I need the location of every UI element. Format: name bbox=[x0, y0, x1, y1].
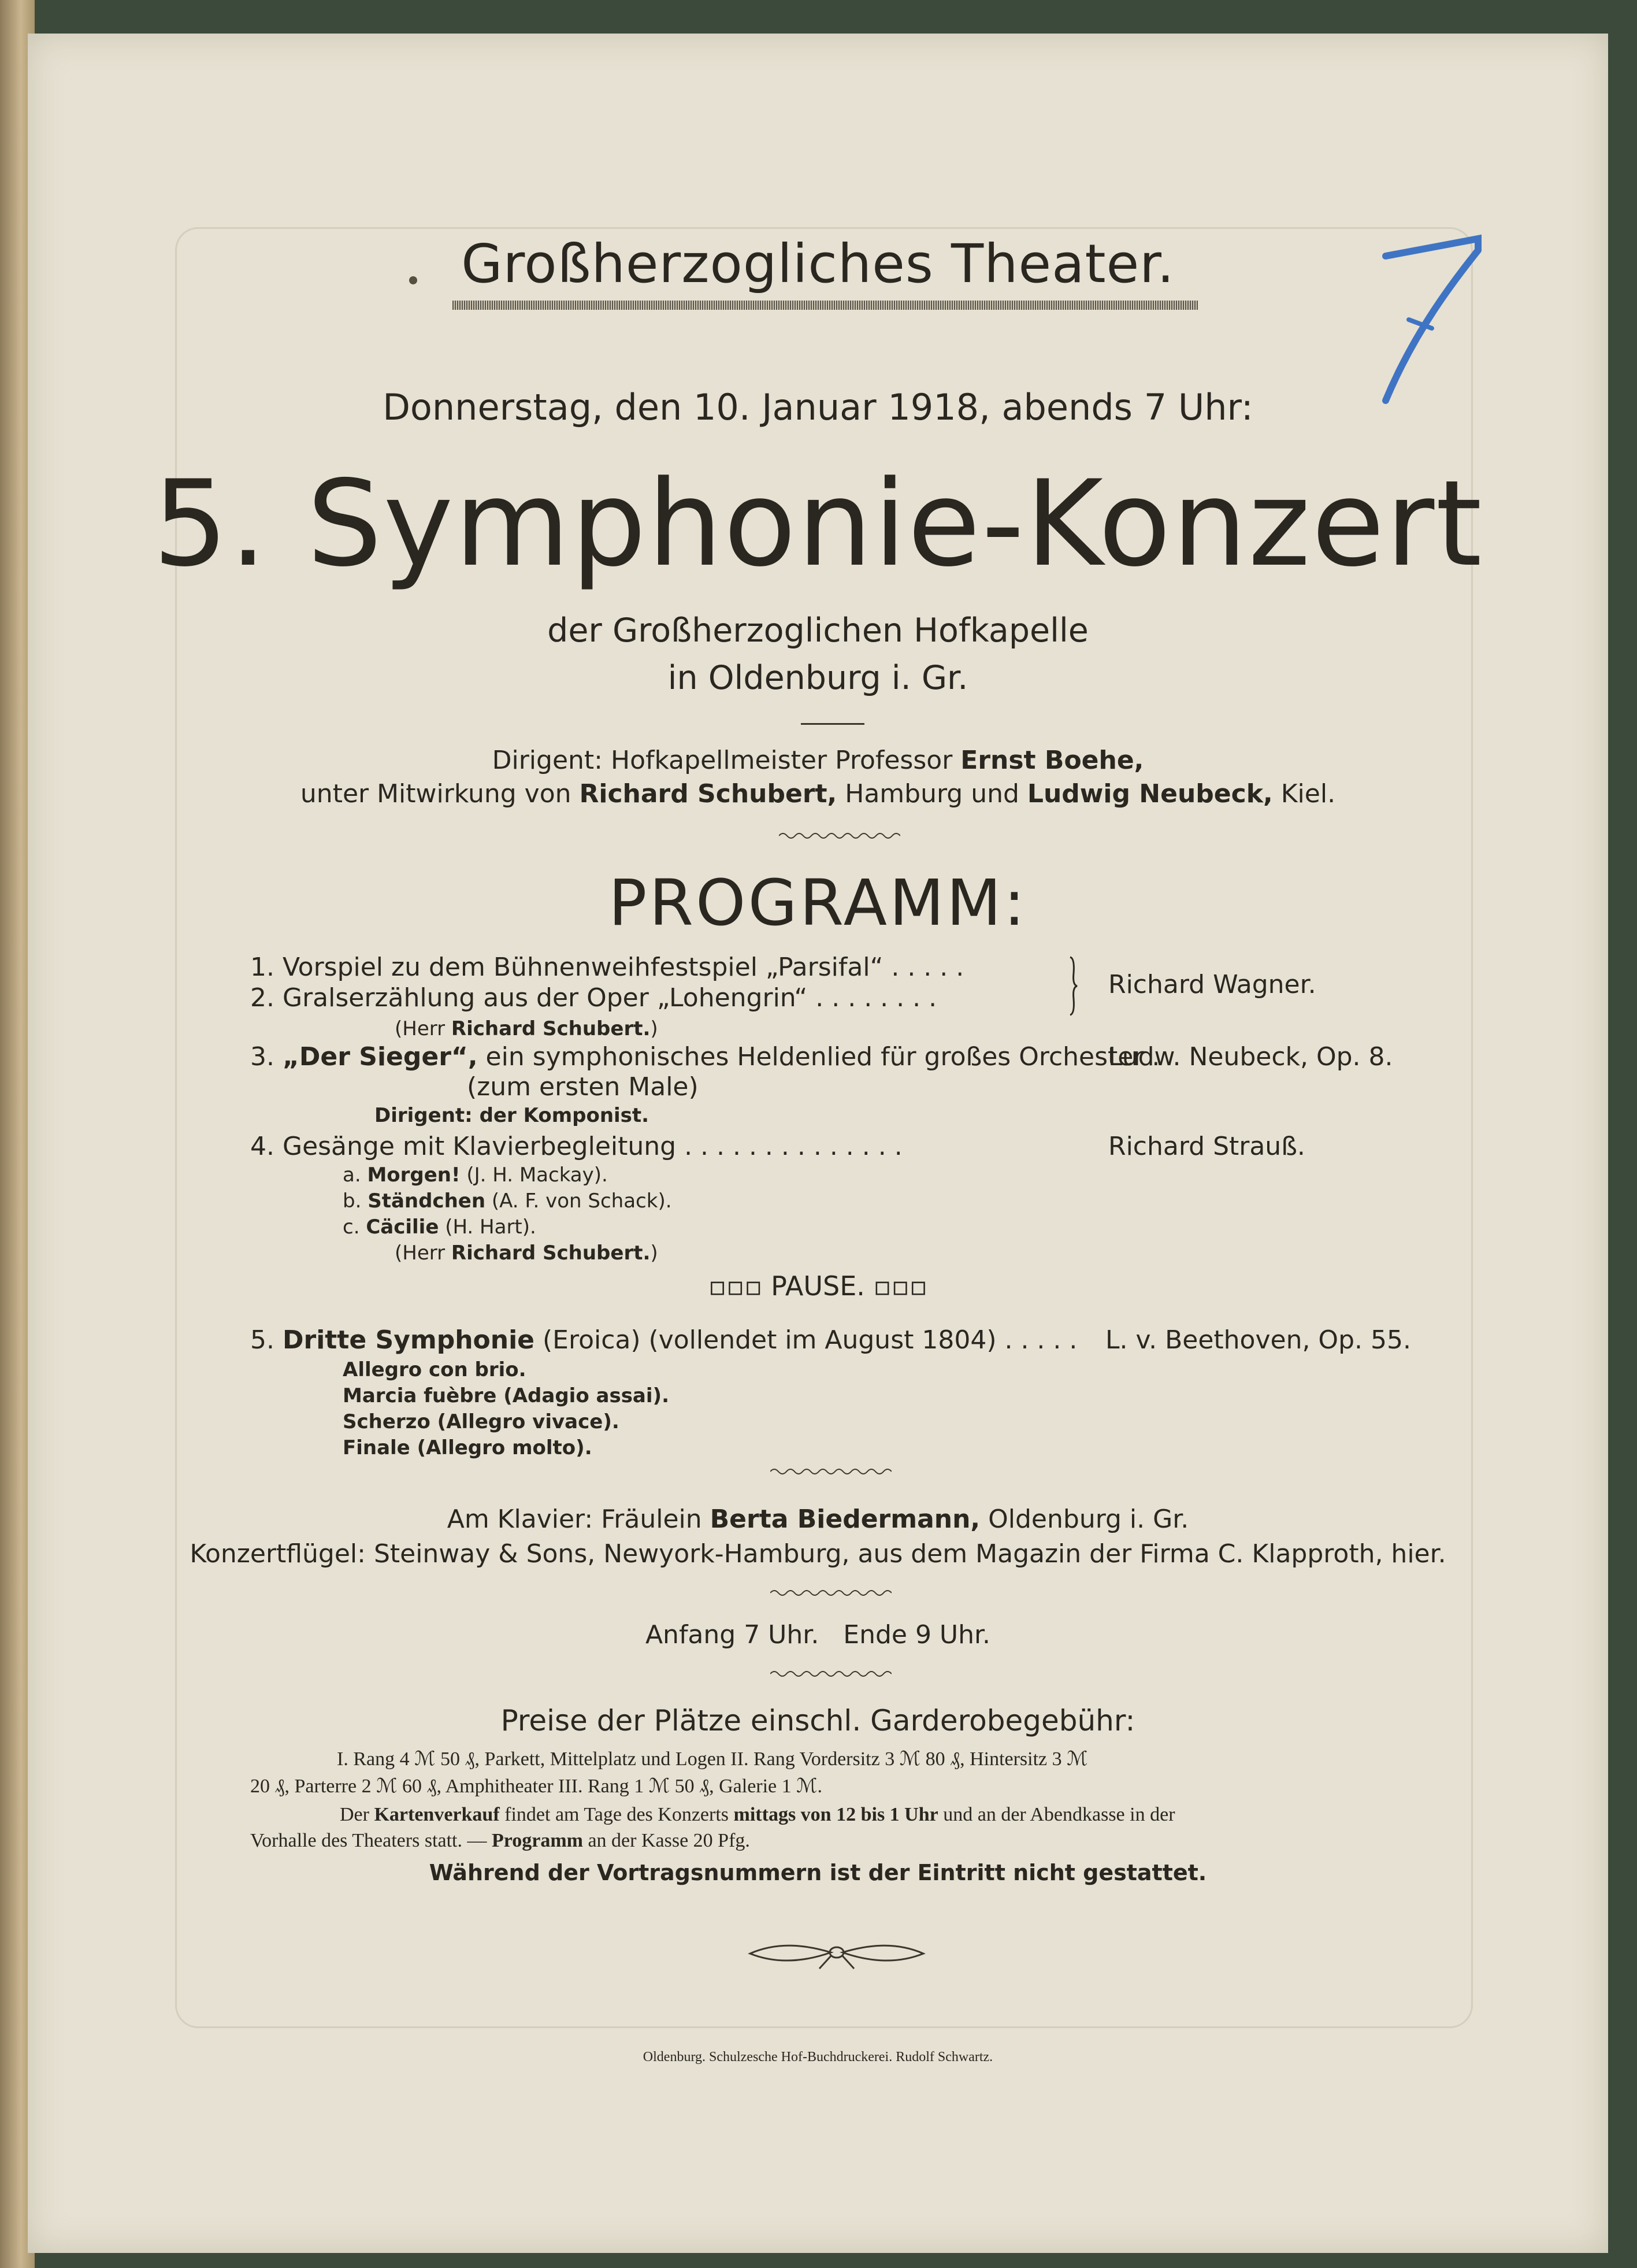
printer-imprint: Oldenburg. Schulzesche Hof-Buchdruckerei. Rudolf Schwartz. bbox=[643, 2050, 993, 2065]
song-c-letter: c. bbox=[343, 1215, 366, 1239]
squiggle-divider bbox=[770, 1669, 892, 1678]
program-item-3 bbox=[250, 1042, 1160, 1072]
song-a-title: Morgen! bbox=[367, 1163, 461, 1187]
theater-underline bbox=[452, 301, 1198, 310]
orchestra-line: der Großherzoglichen Hofkapelle bbox=[547, 612, 1089, 650]
composer-neubeck: Ludw. Neubeck, Op. 8. bbox=[1108, 1042, 1393, 1072]
assistance-prefix: unter Mitwirkung von bbox=[300, 779, 580, 809]
prices-heading: Preise der Plätze einschl. Garderobegebühr: bbox=[500, 1704, 1135, 1737]
program-item-4: 4. Gesänge mit Klavierbegleitung . . . . . . . . . . . . . . bbox=[250, 1132, 903, 1161]
conductor-name: Ernst Boehe, bbox=[960, 746, 1144, 775]
assistance-middle: Hamburg und bbox=[837, 779, 1027, 809]
song-a bbox=[343, 1163, 608, 1187]
concert-title: 5. Symphonie-Konzert bbox=[153, 455, 1483, 593]
squiggle-divider bbox=[779, 831, 900, 840]
song-b-title: Ständchen bbox=[368, 1189, 486, 1213]
program-page bbox=[28, 34, 1608, 2253]
song-b-author: (A. F. von Schack). bbox=[485, 1189, 672, 1213]
composer-wagner: Richard Wagner. bbox=[1108, 970, 1316, 999]
movement-1: Allegro con brio. bbox=[343, 1358, 526, 1381]
piano-line bbox=[28, 1504, 1608, 1534]
sale-text: findet am Tage des Konzerts bbox=[499, 1804, 734, 1825]
bow-ornament-icon bbox=[744, 1935, 929, 1970]
song-b-letter: b. bbox=[343, 1189, 368, 1213]
item-4-note bbox=[395, 1242, 658, 1265]
item-3-title: „Der Sieger“, bbox=[282, 1042, 478, 1072]
composer-beethoven: L. v. Beethoven, Op. 55. bbox=[1105, 1325, 1411, 1355]
sale-text: und an der Abendkasse in der bbox=[938, 1804, 1175, 1825]
note-name: Richard Schubert. bbox=[451, 1017, 651, 1040]
composer-strauss: Richard Strauß. bbox=[1108, 1132, 1305, 1161]
theater-name: Großherzogliches Theater. bbox=[461, 233, 1175, 295]
programm-heading: PROGRAMM: bbox=[608, 866, 1027, 940]
movement-3: Scherzo (Allegro vivace). bbox=[343, 1410, 619, 1433]
song-c-title: Cäcilie bbox=[366, 1215, 439, 1239]
note-prefix: (Herr bbox=[395, 1242, 451, 1265]
conductor-line bbox=[28, 746, 1608, 775]
movement-2: Marcia fuèbre (Adagio assai). bbox=[343, 1384, 669, 1407]
song-a-author: (J. H. Mackay). bbox=[460, 1163, 608, 1187]
note-name: Richard Schubert. bbox=[451, 1242, 651, 1265]
note-prefix: (Herr bbox=[395, 1017, 451, 1040]
prices-line-2: 20 ₰, Parterre 2 ℳ 60 ₰, Amphitheater III. Rang 1 ℳ 50 ₰, Galerie 1 ℳ. bbox=[250, 1776, 823, 1797]
movement-4: Finale (Allegro molto). bbox=[343, 1436, 592, 1459]
item-3-description: ein symphonisches Heldenlied für großes Orchester . bbox=[477, 1042, 1160, 1072]
item-2-note bbox=[395, 1017, 658, 1040]
song-c bbox=[343, 1215, 536, 1239]
sale-line-1 bbox=[340, 1804, 1175, 1826]
program-item-2: 2. Gralserzählung aus der Oper „Lohengrin“ . . . . . . . . bbox=[250, 983, 937, 1013]
sale-line-2 bbox=[250, 1830, 750, 1852]
location-line: in Oldenburg i. Gr. bbox=[667, 659, 968, 697]
piano-prefix: Am Klavier: Fräulein bbox=[447, 1504, 710, 1534]
note-suffix: ) bbox=[650, 1017, 658, 1040]
sale-text: Der bbox=[340, 1804, 374, 1825]
assistance-line bbox=[28, 779, 1608, 809]
concert-date: Donnerstag, den 10. Januar 1918, abends 7 Uhr: bbox=[383, 386, 1253, 428]
prices-line-1: I. Rang 4 ℳ 50 ₰, Parkett, Mittelplatz und Logen II. Rang Vordersitz 3 ℳ 80 ₰, Hintersitz 3 ℳ bbox=[337, 1748, 1088, 1770]
item-5-number: 5. bbox=[250, 1325, 283, 1355]
assistance-suffix: Kiel. bbox=[1272, 779, 1336, 809]
song-b bbox=[343, 1189, 672, 1213]
start-end-times: Anfang 7 Uhr. Ende 9 Uhr. bbox=[645, 1620, 991, 1650]
note-suffix: ) bbox=[650, 1242, 658, 1265]
sale-text: Vorhalle des Theaters statt. — bbox=[250, 1830, 492, 1851]
sale-text: an der Kasse 20 Pfg. bbox=[582, 1830, 750, 1851]
brace-icon bbox=[1068, 956, 1079, 1016]
sale-bold: Kartenverkauf bbox=[374, 1804, 500, 1825]
item-5-description: (Eroica) (vollendet im August 1804) . . . . . bbox=[534, 1325, 1078, 1355]
squiggle-divider bbox=[770, 1588, 892, 1598]
program-item-1: 1. Vorspiel zu dem Bühnenweihfestspiel „Parsifal“ . . . . . bbox=[250, 953, 964, 982]
concert-grand-line: Konzertflügel: Steinway & Sons, Newyork-Hamburg, aus dem Magazin der Firma C. Klapproth, hier. bbox=[190, 1539, 1446, 1569]
soloist-name-1: Richard Schubert, bbox=[579, 779, 837, 809]
pause-line: ▫▫▫ PAUSE. ▫▫▫ bbox=[708, 1270, 928, 1302]
item-5-title: Dritte Symphonie bbox=[282, 1325, 535, 1355]
item-3-number: 3. bbox=[250, 1042, 283, 1072]
soloist-name-2: Ludwig Neubeck, bbox=[1027, 779, 1273, 809]
program-item-5 bbox=[250, 1325, 1077, 1355]
divider-rule bbox=[801, 723, 864, 725]
conductor-prefix: Dirigent: Hofkapellmeister Professor bbox=[492, 746, 961, 775]
song-a-letter: a. bbox=[343, 1163, 368, 1187]
sale-bold: Programm bbox=[491, 1830, 583, 1851]
pianist-name: Berta Biedermann, bbox=[710, 1504, 981, 1534]
song-c-author: (H. Hart). bbox=[439, 1215, 536, 1239]
item-3-note: (zum ersten Male) bbox=[467, 1072, 699, 1102]
entry-warning: Während der Vortragsnummern ist der Eintritt nicht gestattet. bbox=[429, 1860, 1207, 1885]
piano-suffix: Oldenburg i. Gr. bbox=[980, 1504, 1189, 1534]
sale-hours: mittags von 12 bis 1 Uhr bbox=[733, 1804, 938, 1825]
item-3-dirigent: Dirigent: der Komponist. bbox=[374, 1104, 649, 1127]
squiggle-divider bbox=[770, 1467, 892, 1476]
